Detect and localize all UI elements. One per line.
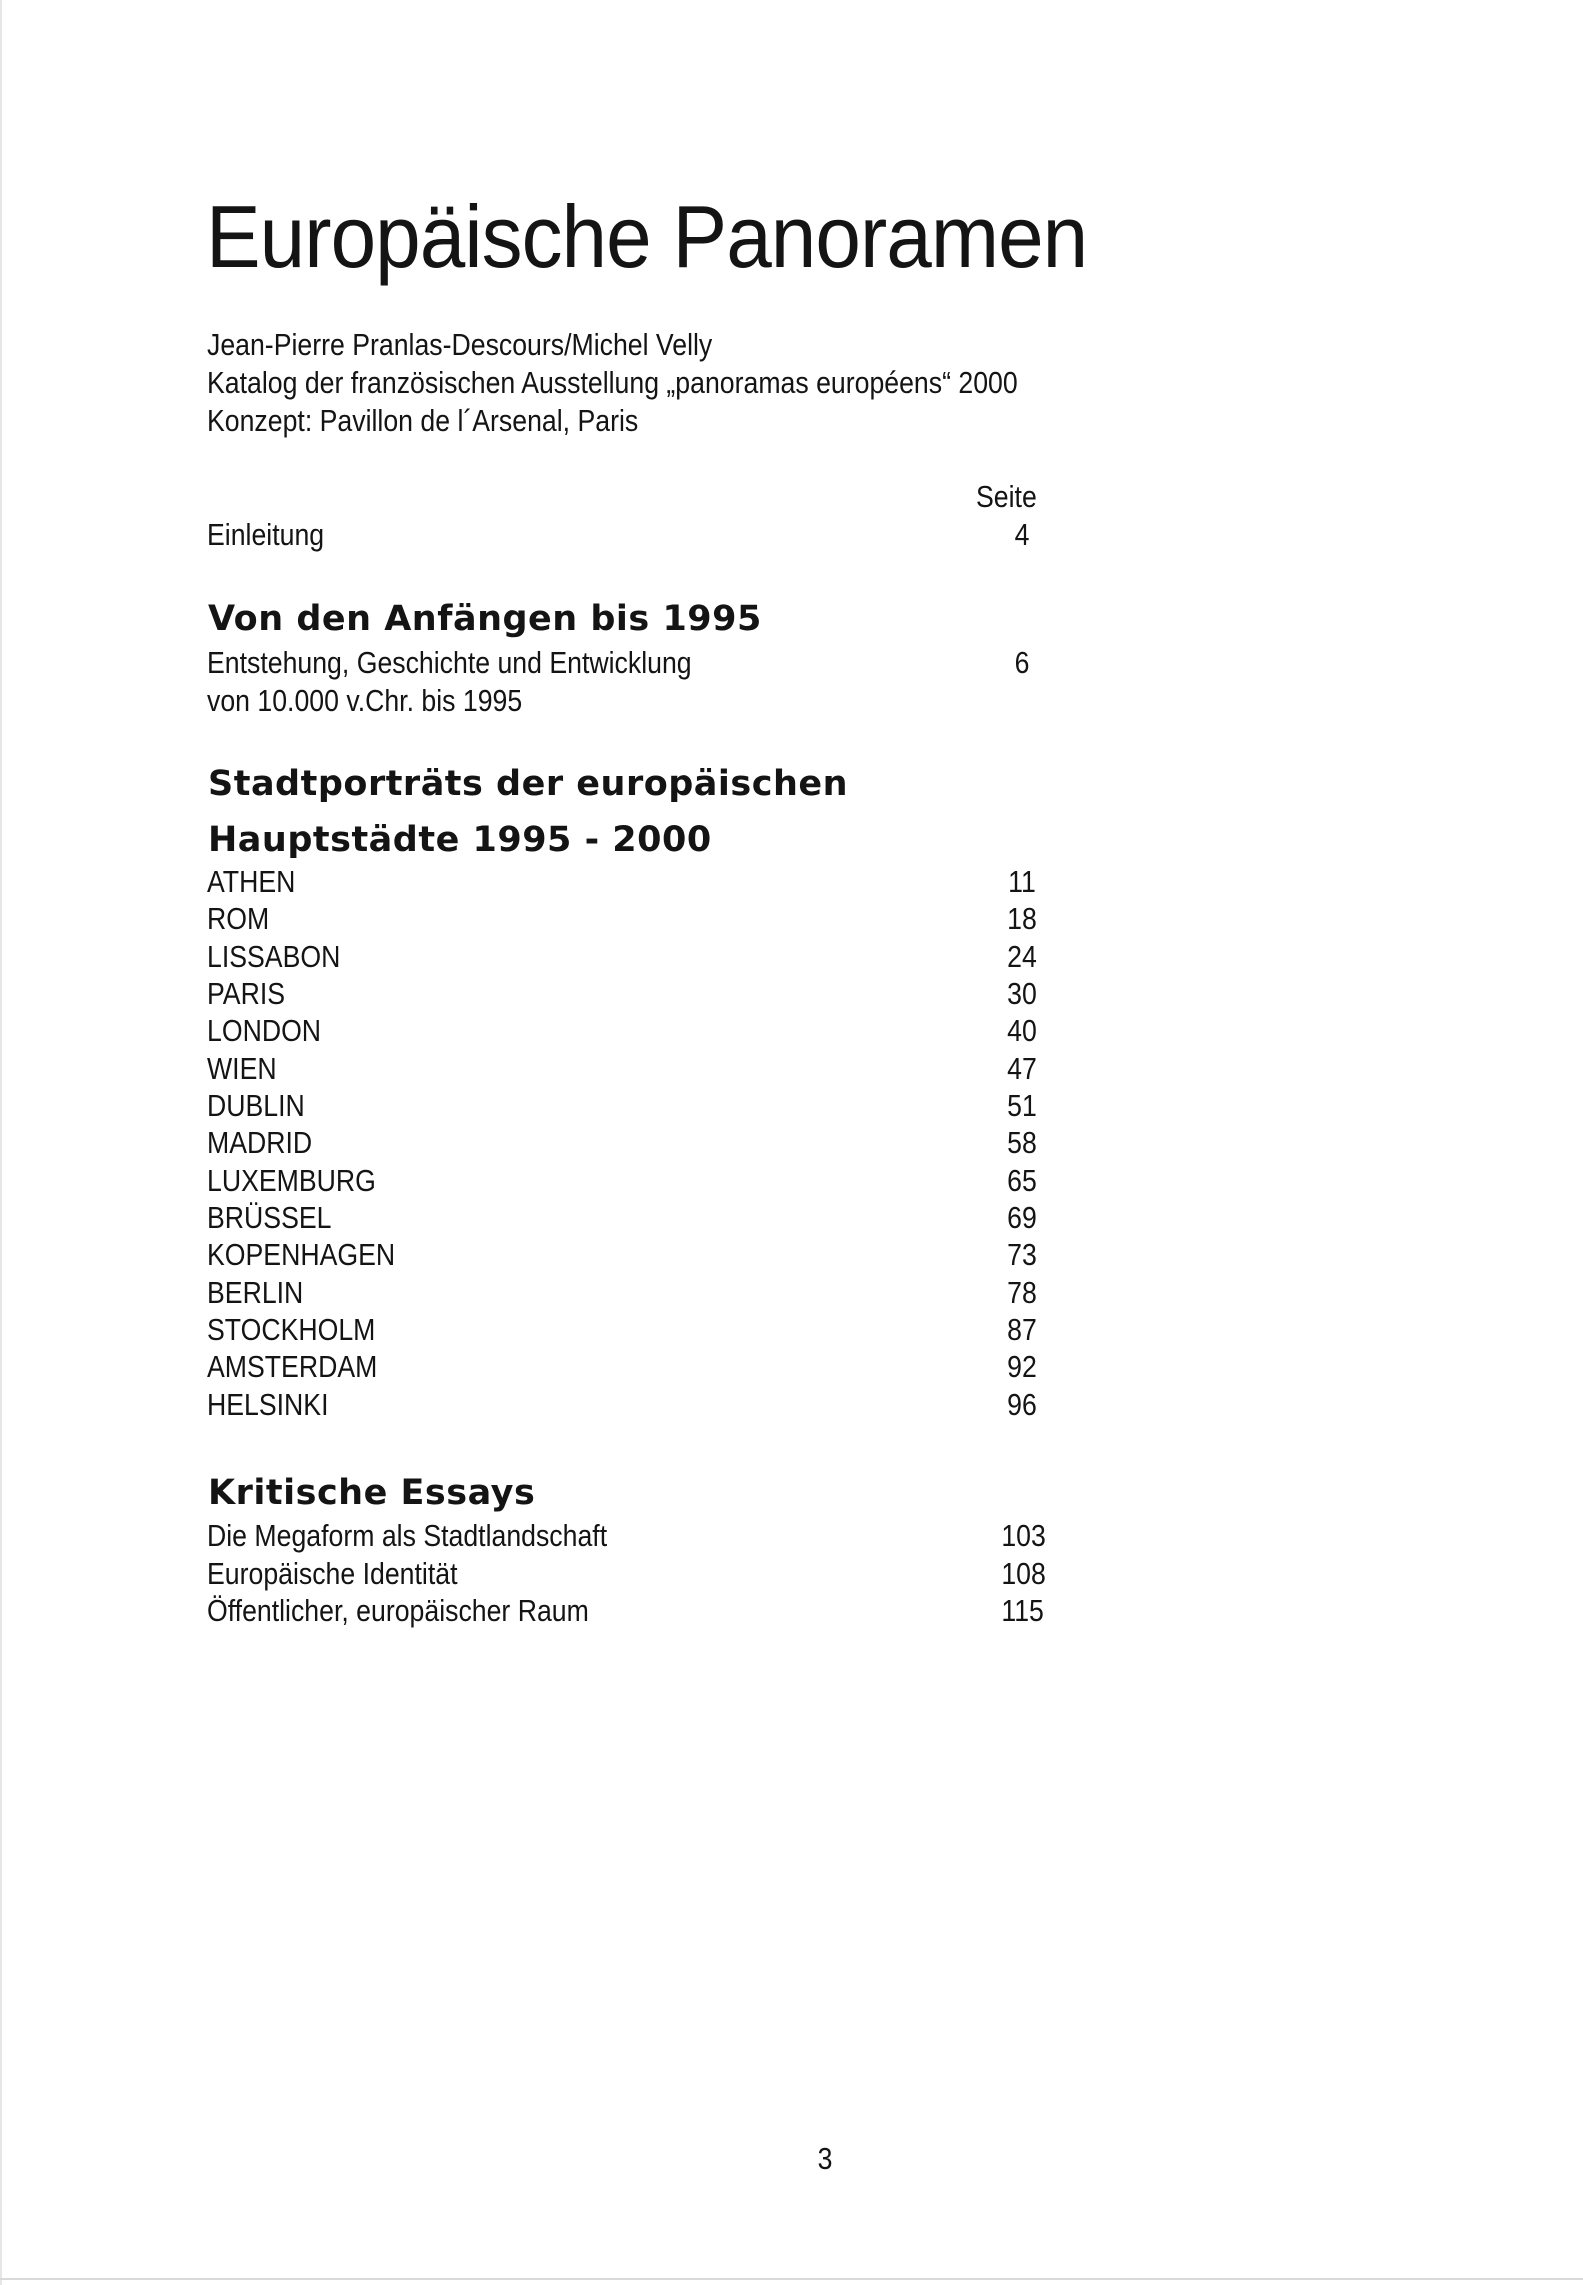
city-entry-page: 51 — [1007, 1088, 1037, 1124]
city-entry — [207, 1199, 1047, 1236]
page-column-label — [976, 478, 1047, 516]
city-entry-label: BRÜSSEL — [207, 1200, 332, 1236]
city-entry-page: 92 — [1007, 1349, 1037, 1385]
concept-line: Konzept: Pavillon de l´Arsenal, Paris — [207, 403, 639, 438]
city-entry-page: 78 — [1007, 1274, 1037, 1310]
city-entry — [207, 1311, 1047, 1348]
essay-entry — [207, 1592, 1047, 1630]
city-entry-label: STOCKHOLM — [207, 1312, 376, 1348]
toc-entry-label: Einleitung — [207, 517, 325, 552]
city-entry-label: HELSINKI — [207, 1386, 329, 1422]
city-entry-page: 47 — [1007, 1050, 1037, 1086]
city-entry — [207, 938, 1047, 975]
page-number: 3 — [817, 2141, 833, 2176]
essay-list — [207, 1517, 1047, 1630]
city-entry-page: 30 — [1007, 976, 1037, 1012]
toc-entry-page: 6 — [1014, 645, 1030, 680]
catalog-line: Katalog der französischen Ausstellung „panoramas européens“ 2000 — [207, 365, 1018, 400]
toc-entry-label-line1: Entstehung, Geschichte und Entwicklung — [207, 645, 692, 680]
essay-entry-page: 115 — [1001, 1593, 1044, 1628]
city-entry-label: WIEN — [207, 1050, 277, 1086]
city-entry — [207, 1162, 1047, 1199]
city-entry — [207, 900, 1047, 937]
section-heading-origins: Von den Anfängen bis 1995 — [208, 599, 762, 639]
city-entry — [207, 863, 1047, 900]
toc-entry-intro — [207, 516, 1047, 554]
city-entry-page: 11 — [1008, 864, 1036, 899]
city-entry-page: 65 — [1007, 1162, 1037, 1198]
essay-entry-label: Europäische Identität — [207, 1555, 458, 1591]
essay-entry-page: 108 — [1001, 1555, 1046, 1591]
toc-entry-label-line2: von 10.000 v.Chr. bis 1995 — [207, 683, 523, 718]
city-entry-page: 87 — [1007, 1312, 1037, 1348]
city-entry-label: LUXEMBURG — [207, 1162, 376, 1198]
city-entry-page: 73 — [1007, 1237, 1037, 1273]
city-entry-label: ROM — [207, 901, 270, 937]
city-entry-page: 40 — [1007, 1013, 1037, 1049]
section-heading-cities-line2: Hauptstädte 1995 - 2000 — [208, 820, 712, 860]
city-entry — [207, 1274, 1047, 1311]
city-entry-label: LONDON — [207, 1013, 322, 1049]
city-entry-page: 58 — [1007, 1125, 1037, 1161]
city-entry-label: PARIS — [207, 976, 286, 1012]
city-entry-page: 69 — [1007, 1200, 1037, 1236]
document-meta — [207, 326, 1150, 440]
essay-entry-page: 103 — [1001, 1518, 1046, 1553]
city-entry-label: DUBLIN — [207, 1088, 305, 1124]
page-column-label-text: Seite — [976, 479, 1037, 514]
section-heading-cities-line1: Stadtporträts der europäischen — [208, 764, 849, 804]
city-entry-label: KOPENHAGEN — [207, 1237, 396, 1273]
city-entry — [207, 975, 1047, 1012]
city-entry-label: ATHEN — [207, 864, 296, 899]
city-entry — [207, 1087, 1047, 1124]
city-entry-label: LISSABON — [207, 938, 341, 974]
city-entry — [207, 1050, 1047, 1087]
city-entry-page: 96 — [1007, 1386, 1037, 1422]
essay-entry — [207, 1517, 1047, 1555]
essay-entry-label: Die Megaform als Stadtlandschaft — [207, 1518, 608, 1553]
city-entry-page: 24 — [1007, 938, 1037, 974]
city-entry — [207, 1348, 1047, 1385]
city-entry — [207, 1386, 1047, 1423]
city-entry — [207, 1124, 1047, 1161]
essay-entry — [207, 1555, 1047, 1593]
essay-entry-label: Öffentlicher, europäischer Raum — [207, 1593, 589, 1628]
city-entry-label: BERLIN — [207, 1274, 304, 1310]
section-heading-essays: Kritische Essays — [208, 1473, 536, 1513]
document-title: Europäische Panoramen — [206, 187, 1088, 286]
scan-edge-bottom — [0, 2278, 1583, 2280]
city-entry-label: MADRID — [207, 1125, 313, 1161]
toc-entry-page: 4 — [1014, 517, 1030, 552]
toc-entry-history — [207, 644, 1047, 724]
scan-edge-left — [0, 0, 2, 2285]
city-entry — [207, 1012, 1047, 1049]
city-list — [207, 863, 1047, 1423]
authors-line: Jean-Pierre Pranlas-Descours/Michel Velly — [207, 327, 713, 362]
city-entry-page: 18 — [1007, 901, 1037, 937]
city-entry — [207, 1236, 1047, 1273]
city-entry-label: AMSTERDAM — [207, 1349, 378, 1385]
